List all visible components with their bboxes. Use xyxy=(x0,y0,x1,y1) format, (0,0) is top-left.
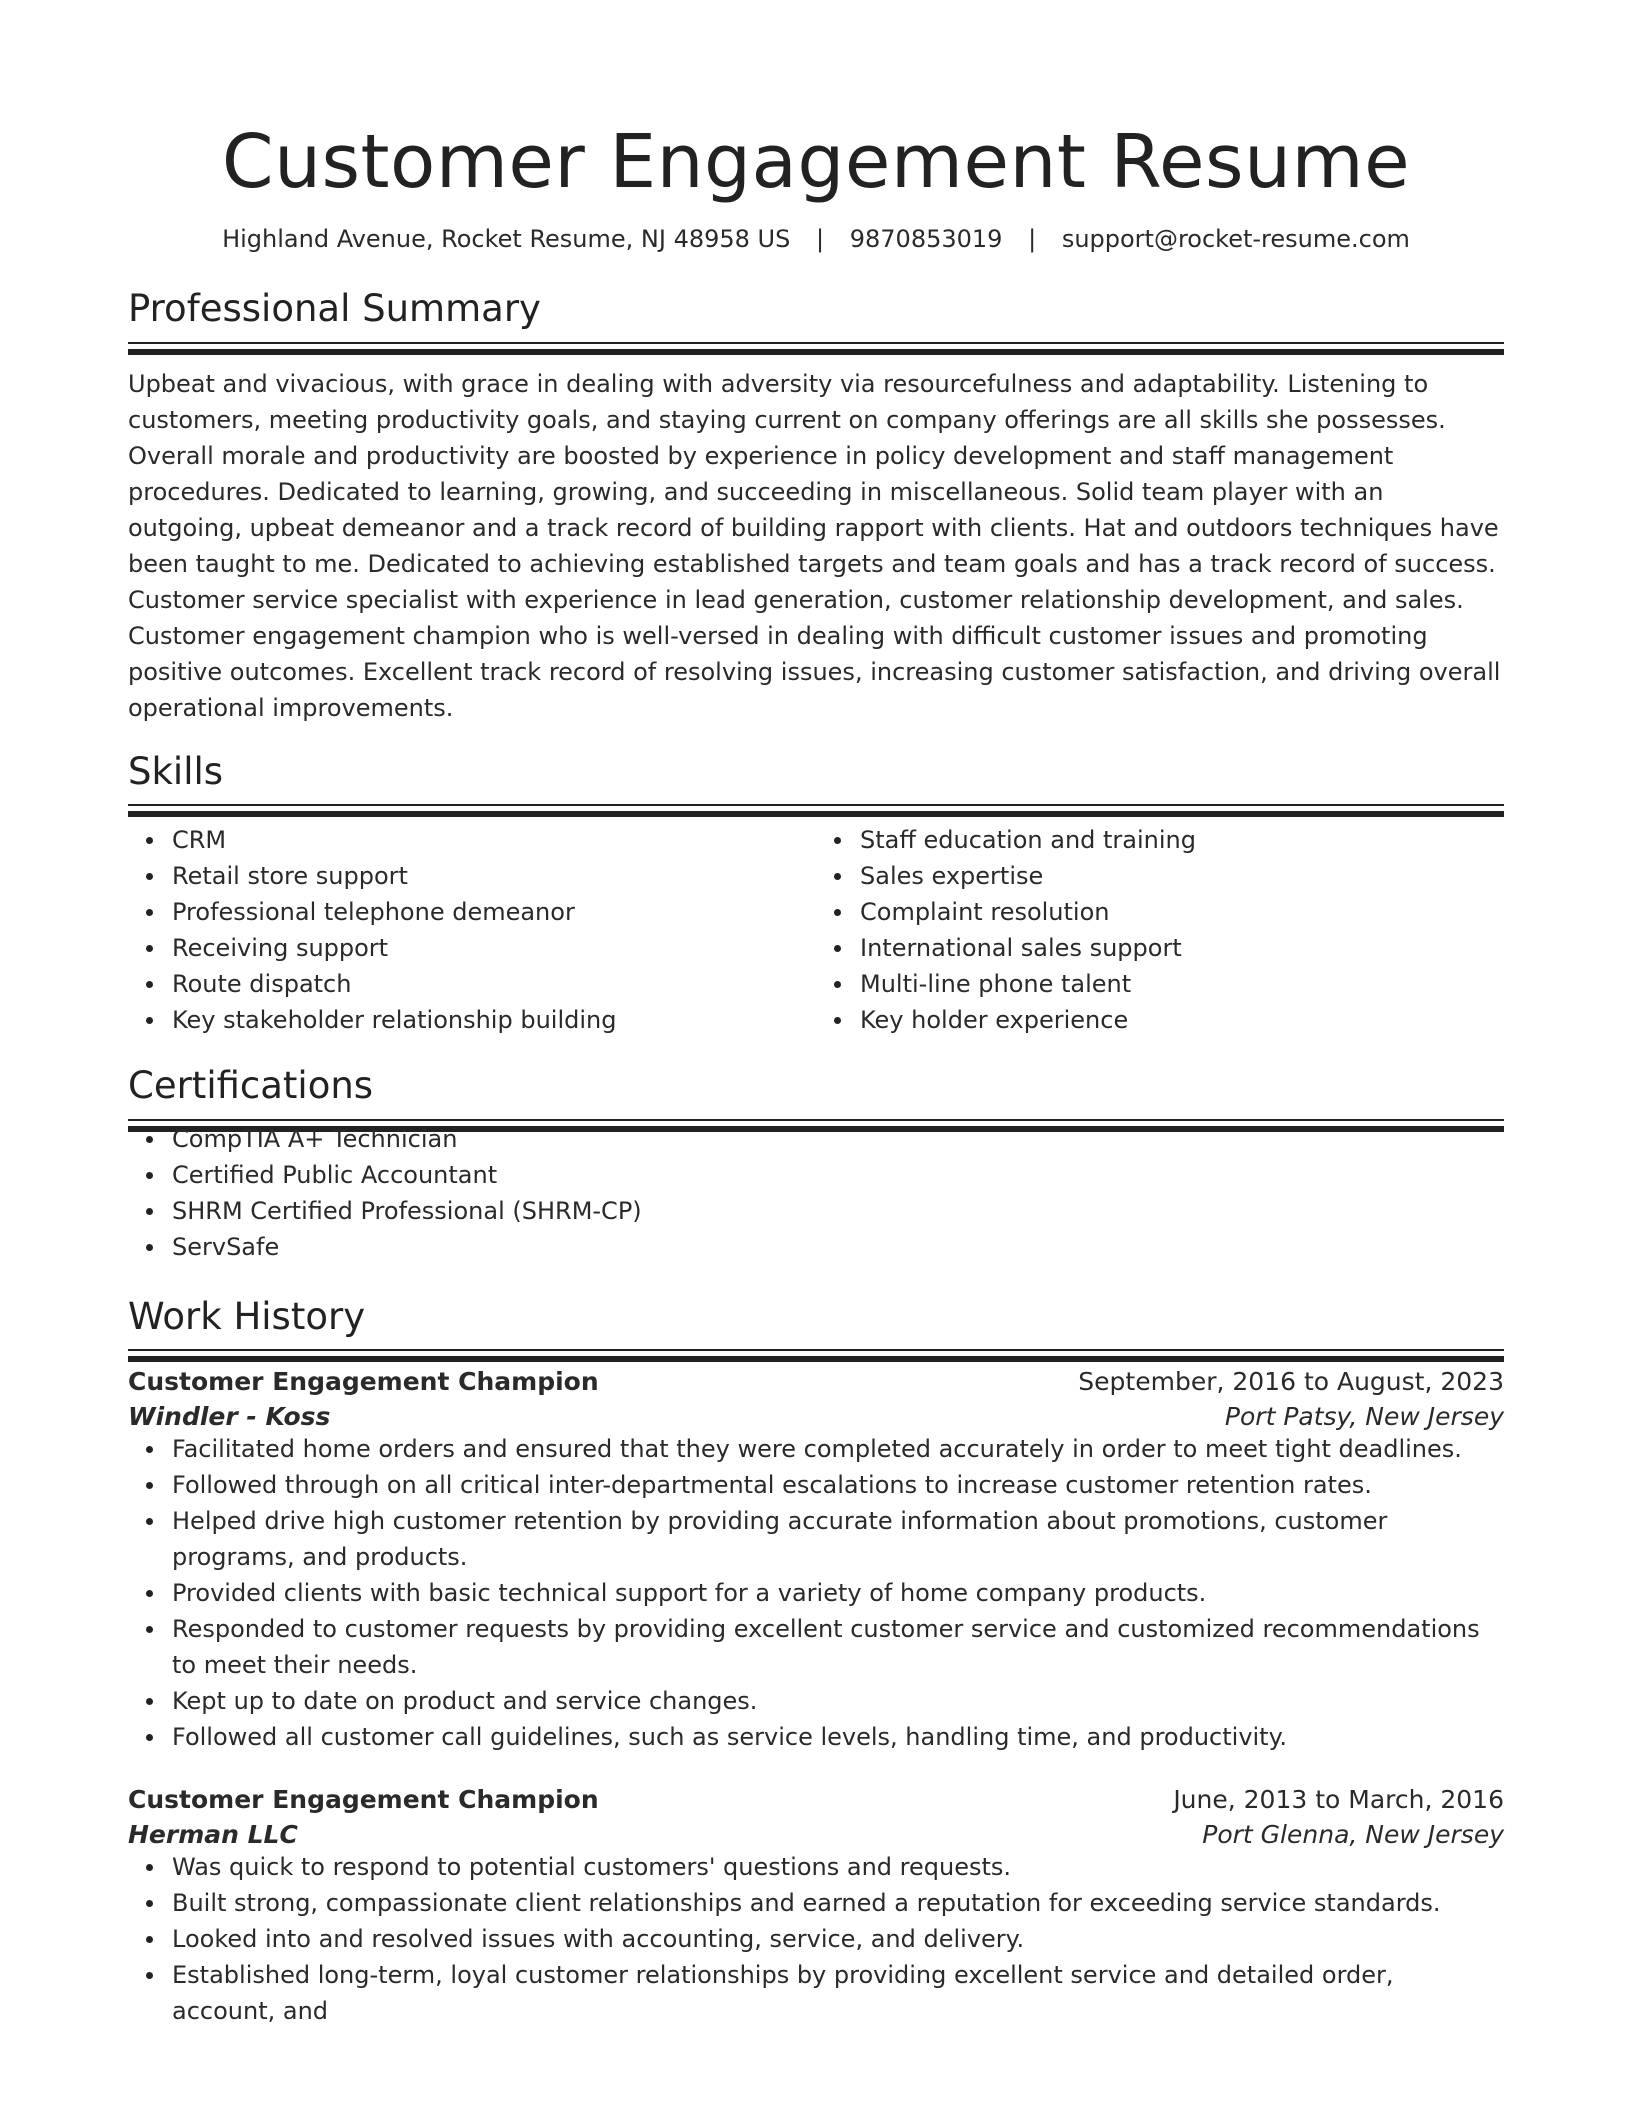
certifications-section xyxy=(128,1064,1504,1264)
skill-item: Receiving support xyxy=(172,930,816,966)
skill-item: Sales expertise xyxy=(860,858,1504,894)
job-location: Port Glenna, New Jersey xyxy=(1202,1819,1504,1849)
job-subheader-row xyxy=(128,1820,1504,1849)
skills-list-left xyxy=(128,822,816,1038)
job-bullet: Built strong, compassionate client relationships and earned a reputation for exceeding service standards. xyxy=(172,1885,1504,1921)
job-bullet: Followed through on all critical inter-departmental escalations to increase customer retention rates. xyxy=(172,1467,1504,1503)
job-subheader-row xyxy=(128,1402,1504,1431)
section-heading-summary: Professional Summary xyxy=(128,287,541,331)
job-dates: September, 2016 to August, 2023 xyxy=(1078,1366,1504,1396)
job-bullet: Looked into and resolved issues with accounting, service, and delivery. xyxy=(172,1921,1504,1957)
job-bullet: Kept up to date on product and service changes. xyxy=(172,1683,1504,1719)
summary-text: Upbeat and vivacious, with grace in dealing with adversity via resourcefulness and adaptability. Listening to customers, meeting productivity goals, and staying current on company offerings are all skills she possesses. Overall morale and productivity are boosted by experience in policy development and staff management procedures. Dedicated to learning, growing, and succeeding in miscellaneous. Solid team player with an outgoing, upbeat demeanor and a track record of building rapport with clients. Hat and outdoors techniques have been taught to me. Dedicated to achieving established targets and team goals and has a track record of success. Customer service specialist with experience in lead generation, customer relationship development, and sales. Customer engagement champion who is well-versed in dealing with difficult customer issues and promoting positive outcomes. Excellent track record of resolving issues, increasing customer satisfaction, and driving overall operational improvements. xyxy=(128,369,1501,722)
job-company: Herman LLC xyxy=(128,1819,298,1849)
skill-item: Key stakeholder relationship building xyxy=(172,1002,816,1038)
skills-column-left xyxy=(128,822,816,1038)
job-bullet: Followed all customer call guidelines, such as service levels, handling time, and productivity. xyxy=(172,1719,1504,1755)
section-divider xyxy=(128,1349,1504,1351)
summary-section xyxy=(128,287,1504,725)
job-company: Windler - Koss xyxy=(128,1401,331,1431)
skill-item: Staff education and training xyxy=(860,822,1504,858)
job-entry xyxy=(128,1785,1504,2029)
job-bullet: Was quick to respond to potential customers' questions and requests. xyxy=(172,1849,1504,1885)
job-header-row xyxy=(128,1367,1504,1396)
job-bullet: Helped drive high customer retention by providing accurate information about promotions, customer programs, and products. xyxy=(172,1503,1504,1575)
work-history-section xyxy=(128,1295,1504,2029)
job-bullet: Facilitated home orders and ensured that they were completed accurately in order to meet tight deadlines. xyxy=(172,1431,1504,1467)
job-bullet: Provided clients with basic technical support for a variety of home company products. xyxy=(172,1575,1504,1611)
certifications-list xyxy=(128,1121,1504,1265)
certification-item: SHRM Certified Professional (SHRM-CP) xyxy=(172,1193,1504,1229)
section-heading-work-history: Work History xyxy=(128,1294,366,1338)
job-header-row xyxy=(128,1785,1504,1814)
contact-phone: 9870853019 xyxy=(849,225,1003,254)
skill-item: International sales support xyxy=(860,930,1504,966)
section-heading-certifications: Certifications xyxy=(128,1064,374,1108)
section-divider xyxy=(128,342,1504,344)
skills-section xyxy=(128,750,1504,1038)
job-bullet: Responded to customer requests by providing excellent customer service and customized recommendations to meet their needs. xyxy=(172,1611,1504,1683)
job-title: Customer Engagement Champion xyxy=(128,1784,599,1814)
contact-email: support@rocket-resume.com xyxy=(1061,225,1410,254)
job-bullet: Established long-term, loyal customer relationships by providing excellent service and detailed order, account, and xyxy=(172,1957,1504,2029)
certification-item: CompTIA A+ Technician xyxy=(172,1121,1504,1157)
contact-separator: | xyxy=(816,225,825,254)
skill-item: Route dispatch xyxy=(172,966,816,1002)
job-title: Customer Engagement Champion xyxy=(128,1366,599,1396)
certification-item: Certified Public Accountant xyxy=(172,1157,1504,1193)
section-divider xyxy=(128,804,1504,806)
skills-column-right xyxy=(816,822,1504,1038)
contact-line xyxy=(128,225,1504,253)
contact-separator: | xyxy=(1028,225,1037,254)
contact-address: Highland Avenue, Rocket Resume, NJ 48958 US xyxy=(222,225,791,254)
resume-page xyxy=(128,0,1504,2029)
job-location: Port Patsy, New Jersey xyxy=(1224,1401,1504,1431)
section-heading-skills: Skills xyxy=(128,749,224,793)
certification-item: ServSafe xyxy=(172,1229,1504,1265)
skill-item: Retail store support xyxy=(172,858,816,894)
document-title: Customer Engagement Resume xyxy=(221,119,1411,205)
job-dates: June, 2013 to March, 2016 xyxy=(1173,1784,1504,1814)
job-bullet-list xyxy=(128,1849,1504,2029)
job-bullet-list xyxy=(128,1431,1504,1755)
skill-item: CRM xyxy=(172,822,816,858)
skill-item: Key holder experience xyxy=(860,1002,1504,1038)
skill-item: Multi-line phone talent xyxy=(860,966,1504,1002)
skills-grid xyxy=(128,822,1504,1038)
skill-item: Professional telephone demeanor xyxy=(172,894,816,930)
skills-list-right xyxy=(816,822,1504,1038)
skill-item: Complaint resolution xyxy=(860,894,1504,930)
job-entry xyxy=(128,1367,1504,1755)
